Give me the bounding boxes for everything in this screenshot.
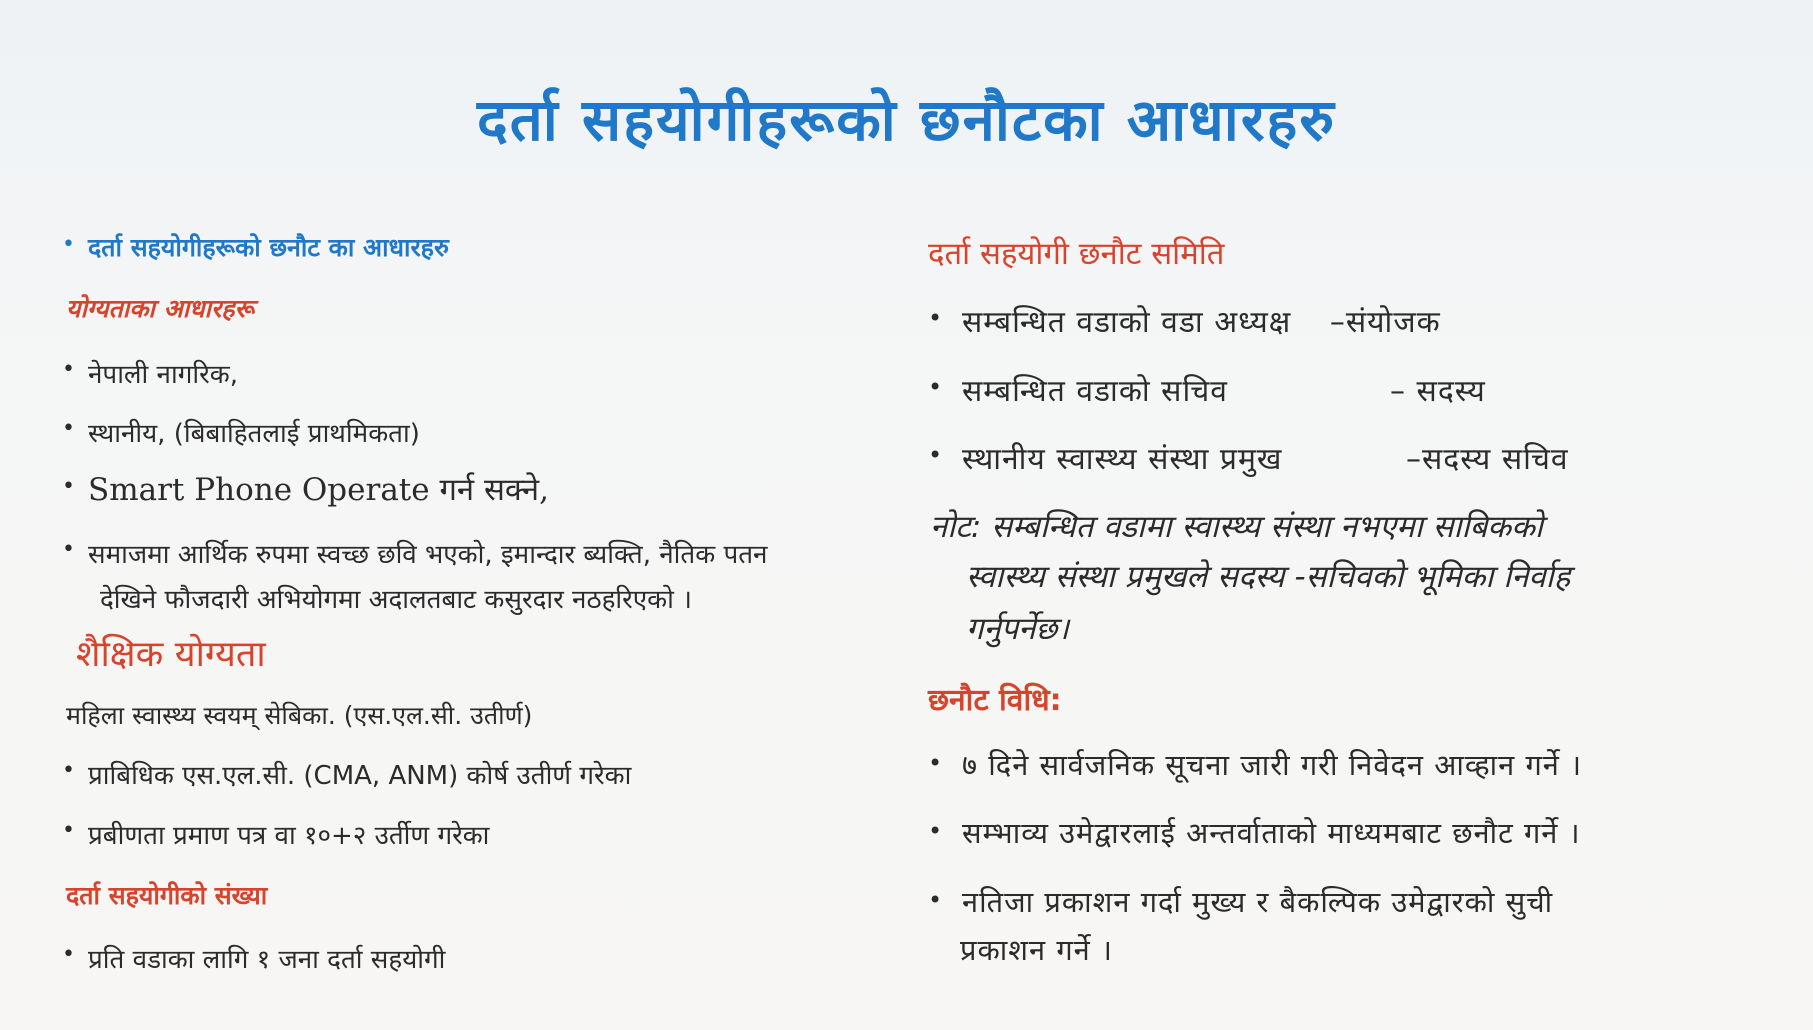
method-item-3-continued: प्रकाशन गर्ने । <box>960 933 1113 967</box>
note-line-3: गर्नुपर्नेछ। <box>966 611 1069 647</box>
method-item-text: ७ दिने सार्वजनिक सूचना जारी गरी निवेदन आव्हान गर्ने । <box>962 748 1583 782</box>
eligibility-item-text: नेपाली नागरिक, <box>88 360 238 390</box>
committee-heading: दर्ता सहयोगी छनौट समिति <box>928 236 1225 272</box>
committee-role: –संयोजक <box>1329 305 1441 340</box>
bullet-icon: • <box>62 474 75 499</box>
method-heading: छनौट विधि: <box>928 683 1062 718</box>
method-item-text: सम्भाव्य उमेद्वारलाई अन्तर्वाताको माध्यमबाट छनौट गर्ने । <box>962 816 1581 850</box>
committee-member: स्थानीय स्वास्थ्य संस्था प्रमुख <box>962 442 1283 477</box>
education-item-text: प्राबिधिक एस.एल.सी. (CMA, ANM) कोर्ष उतीर्ण गरेका <box>88 761 632 791</box>
eligibility-item-1 <box>62 355 238 391</box>
education-line: महिला स्वास्थ्य स्वयम् सेबिका. (एस.एल.सी. उतीर्ण) <box>66 701 533 730</box>
bullet-icon: • <box>928 373 944 401</box>
method-item-text: नतिजा प्रकाशन गर्दा मुख्य र बैकल्पिक उमेद्वारको सुची <box>962 885 1554 919</box>
eligibility-heading: योग्यताका आधारहरू <box>66 294 254 323</box>
bullet-icon: • <box>62 942 75 967</box>
count-item <box>62 940 445 976</box>
committee-item-1 <box>928 300 1778 341</box>
bullet-icon: • <box>928 304 944 332</box>
bullet-icon: • <box>62 232 75 257</box>
count-item-text: प्रति वडाका लागि १ जना दर्ता सहयोगी <box>88 945 446 975</box>
slide-title: दर्ता सहयोगीहरूको छनौटका आधारहरु <box>476 86 1337 154</box>
eligibility-item-text: Smart Phone Operate गर्न सक्ने, <box>88 472 549 508</box>
committee-item-3 <box>928 437 1778 478</box>
count-heading: दर्ता सहयोगीको संख्या <box>66 881 268 910</box>
bullet-icon: • <box>928 817 944 845</box>
education-item-1 <box>62 756 631 792</box>
eligibility-item-4-continued: देखिने फौजदारी अभियोगमा अदालतबाट कसुरदार नठहरिएको । <box>100 585 692 615</box>
bullet-icon: • <box>62 416 75 441</box>
left-top-bullet <box>62 230 449 264</box>
education-heading: शैक्षिक योग्यता <box>76 634 266 675</box>
bullet-icon: • <box>62 357 75 382</box>
committee-member: सम्बन्धित वडाको सचिव <box>962 374 1228 409</box>
note-line-1: नोट: सम्बन्धित वडामा स्वास्थ्य संस्था नभएमा साबिकको <box>930 509 1543 545</box>
education-item-text: प्रबीणता प्रमाण पत्र वा १०+२ उर्तीण गरेका <box>88 821 490 851</box>
method-item-2 <box>928 813 1798 852</box>
bullet-icon: • <box>62 537 75 562</box>
bullet-icon: • <box>928 749 944 777</box>
eligibility-item-text: स्थानीय, (बिबाहितलाई प्राथमिकता) <box>88 419 420 449</box>
top-bullet-text: दर्ता सहयोगीहरूको छनौट का आधारहरु <box>88 233 449 262</box>
eligibility-item-text: समाजमा आर्थिक रुपमा स्वच्छ छवि भएको, इमान्दार ब्यक्ति, नैतिक पतन <box>88 540 768 570</box>
eligibility-item-4 <box>62 535 902 571</box>
education-item-2 <box>62 816 489 852</box>
bullet-icon: • <box>928 441 944 469</box>
committee-role: –सदस्य सचिव <box>1406 442 1569 477</box>
committee-role: – सदस्य <box>1390 374 1486 409</box>
note-line-2: स्वास्थ्य संस्था प्रमुखले सदस्य -सचिवको भूमिका निर्वाह <box>966 559 1571 595</box>
bullet-icon: • <box>62 818 75 843</box>
method-item-3 <box>928 882 1798 921</box>
committee-item-2 <box>928 369 1778 410</box>
method-item-1 <box>928 745 1798 784</box>
bullet-icon: • <box>62 758 75 783</box>
bullet-icon: • <box>928 886 944 914</box>
eligibility-item-3 <box>62 468 549 510</box>
eligibility-item-2 <box>62 414 420 450</box>
committee-member: सम्बन्धित वडाको वडा अध्यक्ष <box>962 305 1292 340</box>
